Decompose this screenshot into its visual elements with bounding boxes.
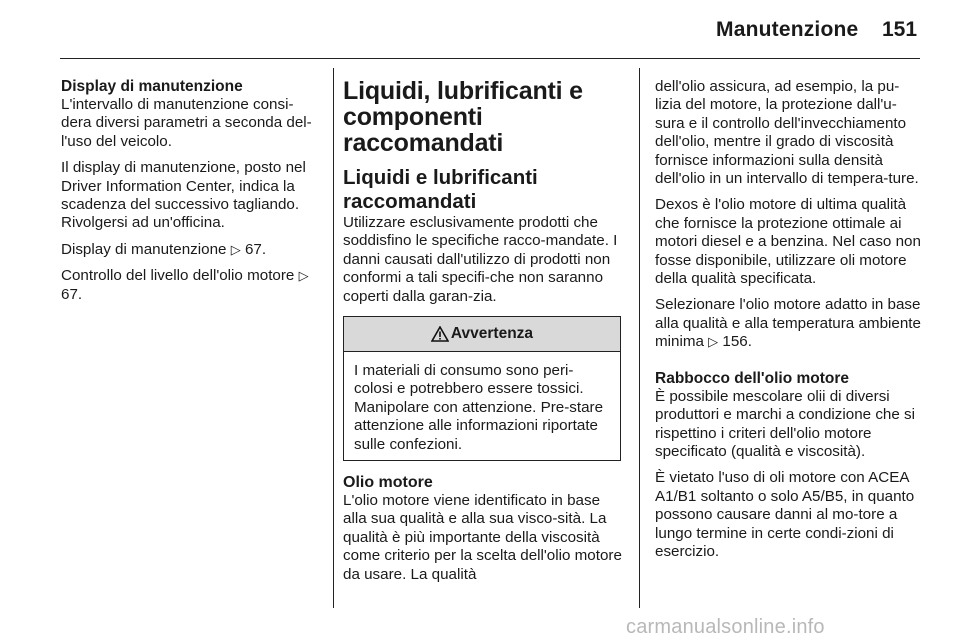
warning-title: Avvertenza xyxy=(450,324,534,342)
paragraph: È vietato l'uso di oli motore con ACEA A1/B1 soltanto o solo A5/B5, in quanto possono causare danni al mo-tore a lungo termine in certe condi-zioni di esercizio. xyxy=(655,469,915,560)
paragraph: L'olio motore viene identificato in base alla sua qualità e alla sua visco-sità. La qualità è più importante della viscosità come criterio per la scelta dell'olio motore da usare. La qualità xyxy=(343,492,622,583)
paragraph: Utilizzare esclusivamente prodotti che soddisfino le specifiche racco-mandate. I danni causati dall'utilizzo di prodotti non conformi a tali specifi-che non saranno coperti dalla garan-zia. xyxy=(343,214,618,305)
reference-arrow-icon: ▷ xyxy=(230,241,241,257)
chapter-heading: Liquidi, lubrificanti e componenti raccomandati xyxy=(343,77,583,157)
subsection-heading-engine-oil: Olio motore xyxy=(343,474,433,492)
column-divider-left xyxy=(333,68,334,608)
cross-reference-text: Controllo del livello dell'olio motore xyxy=(61,267,299,285)
paragraph: Il display di manutenzione, posto nel Driver Information Center, indica la scadenza del successivo tagliando. Rivolgersi ad un'officina. xyxy=(61,159,306,232)
warning-box xyxy=(343,316,621,461)
column-2 xyxy=(343,78,623,592)
cross-reference-page: 67. xyxy=(244,240,267,258)
cross-reference[interactable] xyxy=(655,296,923,351)
cross-reference-page: 156. xyxy=(722,333,752,351)
cross-reference-page: 67. xyxy=(61,285,83,303)
paragraph: È possibile mescolare olii di diversi produttori e marchi a condizione che si rispettino i criteri dell'olio motore specificato (qualità e viscosità). xyxy=(655,387,916,460)
paragraph: Dexos è l'olio motore di ultima qualità che fornisce la protezione ottimale ai motori diesel e a benzina. Nel caso non fosse disponibile, utilizzare oli motore della qualità specificata. xyxy=(655,196,921,288)
column-3 xyxy=(655,78,923,569)
header-rule xyxy=(60,58,920,59)
section-heading: Liquidi e lubrificanti raccomandati xyxy=(343,166,538,213)
reference-arrow-icon: ▷ xyxy=(708,334,719,350)
paragraph: dell'olio assicura, ad esempio, la pu-lizia del motore, la protezione dall'u-sura e il controllo dell'invecchiamento dell'olio, mentre il grado di viscosità fornisce informazioni sulla densità dell'olio in un intervallo di tempera-ture. xyxy=(655,78,919,188)
cross-reference[interactable] xyxy=(61,267,323,304)
warning-body: I materiali di consumo sono peri-colosi e potrebbero essere tossici. Manipolare con attenzione. Pre-stare attenzione alle informazioni riportate sulle confezioni. xyxy=(354,362,604,453)
watermark: carmanualsonline.info xyxy=(626,616,825,638)
column-divider-right xyxy=(639,68,640,608)
cross-reference-text: Display di manutenzione xyxy=(61,240,231,258)
subsection-heading-oil-topup: Rabbocco dell'olio motore xyxy=(655,369,850,387)
page-header-title: Manutenzione xyxy=(716,18,859,41)
cross-reference[interactable] xyxy=(61,241,323,259)
cross-reference-text: Selezionare l'olio motore adatto in base alla qualità e alla temperatura ambiente minima xyxy=(655,296,921,351)
section-heading-maintenance-display: Display di manutenzione xyxy=(61,78,243,95)
column-1 xyxy=(61,78,323,312)
warning-triangle-icon xyxy=(431,326,449,342)
paragraph: L'intervallo di manutenzione consi-dera diversi parametri a seconda del-l'uso del veicolo. xyxy=(61,96,312,150)
warning-header xyxy=(344,317,620,352)
page-number: 151 xyxy=(882,18,918,41)
reference-arrow-icon: ▷ xyxy=(298,268,309,284)
